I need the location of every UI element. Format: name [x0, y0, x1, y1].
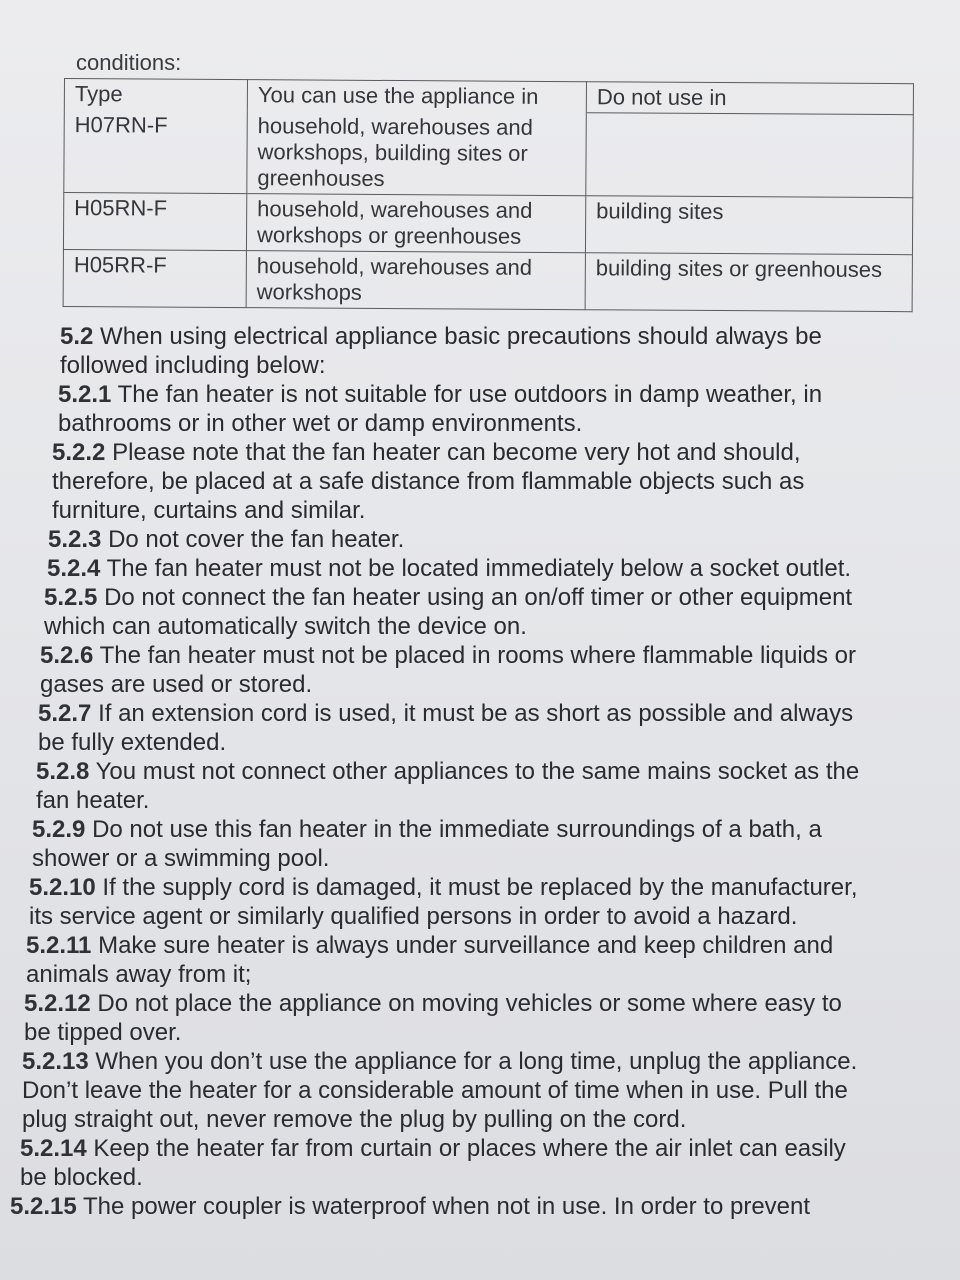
rule-line: [48, 525, 950, 554]
rule-line: [26, 960, 950, 989]
rule-item: [10, 699, 950, 757]
rule-text: fan heater.: [36, 787, 150, 814]
table-cell-use: household, warehouses and workshops or greenhouses: [246, 193, 585, 252]
rule-number: 5.2.13: [22, 1048, 89, 1075]
rule-line: [60, 322, 950, 351]
header-use: You can use the appliance in: [247, 80, 586, 113]
rule-line: [44, 583, 950, 612]
rule-line: [52, 438, 950, 467]
rule-item: [10, 525, 950, 554]
table-row: [64, 110, 913, 198]
table-cell-type: H05RN-F: [63, 192, 246, 250]
rule-item: [10, 438, 950, 525]
rule-line: [36, 757, 950, 786]
rule-text: followed including below:: [60, 352, 326, 379]
rule-number: 5.2.7: [38, 700, 92, 727]
table-cell-use: household, warehouses and workshops, building sites or greenhouses: [247, 111, 586, 196]
rule-text: be blocked.: [20, 1164, 143, 1191]
rule-line: [29, 902, 950, 931]
header-do-not-use: Do not use in: [586, 82, 913, 115]
rule-line: [40, 641, 950, 670]
rule-line: [22, 1076, 950, 1105]
safety-rules-list: [10, 322, 950, 1221]
rule-text: Make sure heater is always under surveillance and keep children and: [98, 932, 834, 959]
rule-line: [38, 699, 950, 728]
rule-text: Don’t leave the heater for a considerable amount of time when in use. Pull the: [22, 1077, 848, 1104]
rule-text: be tipped over.: [24, 1019, 182, 1046]
rule-text: therefore, be placed at a safe distance from flammable objects such as: [52, 468, 805, 495]
rule-text: When using electrical appliance basic precautions should always be: [100, 323, 822, 350]
rule-text: its service agent or similarly qualified persons in order to avoid a hazard.: [29, 903, 798, 930]
rule-text: If an extension cord is used, it must be as short as possible and always: [98, 700, 854, 727]
rule-number: 5.2.15: [10, 1193, 77, 1220]
rule-line: [29, 873, 950, 902]
rule-text: animals away from it;: [26, 961, 252, 988]
table-row: [63, 249, 912, 311]
rule-item: [10, 583, 950, 641]
rule-number: 5.2.9: [32, 816, 86, 843]
rule-item: [10, 989, 950, 1047]
rule-item: [10, 380, 950, 438]
rule-number: 5.2.10: [29, 874, 96, 901]
rule-number: 5.2.8: [36, 758, 90, 785]
table-row: [63, 192, 912, 254]
rule-line: [47, 554, 950, 583]
rule-item: [10, 815, 950, 873]
rule-line: [20, 1134, 950, 1163]
rule-number: 5.2.2: [52, 439, 106, 466]
table-cell-use: household, warehouses and workshops: [246, 250, 585, 309]
rule-item: [10, 931, 950, 989]
rule-number: 5.2.11: [26, 932, 92, 959]
rule-text: The power coupler is waterproof when not in use. In order to prevent: [82, 1193, 811, 1220]
rule-number: 5.2.5: [44, 584, 98, 611]
rule-number: 5.2.4: [47, 555, 101, 582]
rule-item: [10, 1134, 950, 1192]
rule-number: 5.2.6: [40, 642, 94, 669]
rule-item: [10, 757, 950, 815]
rule-item: [10, 1192, 950, 1221]
rule-text: furniture, curtains and similar.: [52, 497, 366, 524]
rule-text: Do not use this fan heater in the immediate surroundings of a bath, a: [92, 816, 822, 843]
rule-text: Please note that the fan heater can become very hot and should,: [112, 439, 801, 466]
table-cell-do-not: [586, 113, 913, 197]
rule-line: [20, 1163, 950, 1192]
rule-item: [10, 641, 950, 699]
rule-text: Do not cover the fan heater.: [108, 526, 405, 553]
rule-item: [10, 554, 950, 583]
rule-line: [26, 931, 950, 960]
table-intro: conditions:: [76, 50, 182, 75]
rule-line: [38, 728, 950, 757]
table-cell-do-not: building sites: [585, 195, 912, 254]
table-cell-type: H07RN-F: [64, 110, 248, 194]
rule-text: Do not connect the fan heater using an on/off timer or other equipment: [104, 584, 853, 611]
table-cell-type: H05RR-F: [63, 249, 246, 307]
rule-text: bathrooms or in other wet or damp environments.: [58, 410, 583, 437]
rule-line: [60, 351, 950, 380]
cable-conditions-table: [63, 78, 914, 312]
rule-line: [32, 815, 950, 844]
rule-number: 5.2.14: [20, 1135, 87, 1162]
table-header-row: [64, 79, 913, 115]
rule-number: 5.2: [60, 323, 94, 350]
table-cell-do-not: building sites or greenhouses: [585, 252, 912, 311]
rule-line: [36, 786, 950, 815]
rule-text: shower or a swimming pool.: [32, 845, 330, 872]
rule-number: 5.2.1: [58, 381, 112, 408]
rule-line: [22, 1047, 950, 1076]
rule-line: [32, 844, 950, 873]
rule-text: Do not place the appliance on moving vehicles or some where easy to: [97, 990, 842, 1017]
rule-line: [24, 989, 950, 1018]
rule-text: You must not connect other appliances to the same mains socket as the: [95, 758, 860, 785]
rule-text: The fan heater must not be placed in rooms where flammable liquids or: [99, 642, 857, 669]
rule-line: [22, 1105, 950, 1134]
rule-item: [10, 322, 950, 380]
header-type: Type: [64, 79, 247, 111]
rule-line: [44, 612, 950, 641]
rule-text: If the supply cord is damaged, it must be replaced by the manufacturer,: [102, 874, 858, 901]
rule-text: gases are used or stored.: [40, 671, 313, 698]
rule-text: The fan heater is not suitable for use outdoors in damp weather, in: [117, 381, 823, 408]
rule-line: [58, 380, 950, 409]
rule-text: When you don’t use the appliance for a long time, unplug the appliance.: [95, 1048, 858, 1075]
rule-line: [58, 409, 950, 438]
rule-line: [52, 496, 950, 525]
rule-line: [24, 1018, 950, 1047]
rule-item: [10, 1047, 950, 1134]
rule-line: [52, 467, 950, 496]
rule-line: [10, 1192, 950, 1221]
rule-number: 5.2.12: [24, 990, 91, 1017]
rule-text: which can automatically switch the device on.: [44, 613, 527, 640]
rule-text: Keep the heater far from curtain or places where the air inlet can easily: [93, 1135, 846, 1162]
rule-text: be fully extended.: [38, 729, 227, 756]
rule-text: The fan heater must not be located immediately below a socket outlet.: [106, 555, 852, 582]
rule-text: plug straight out, never remove the plug by pulling on the cord.: [22, 1106, 687, 1133]
rule-item: [10, 873, 950, 931]
rule-line: [40, 670, 950, 699]
rule-number: 5.2.3: [48, 526, 102, 553]
